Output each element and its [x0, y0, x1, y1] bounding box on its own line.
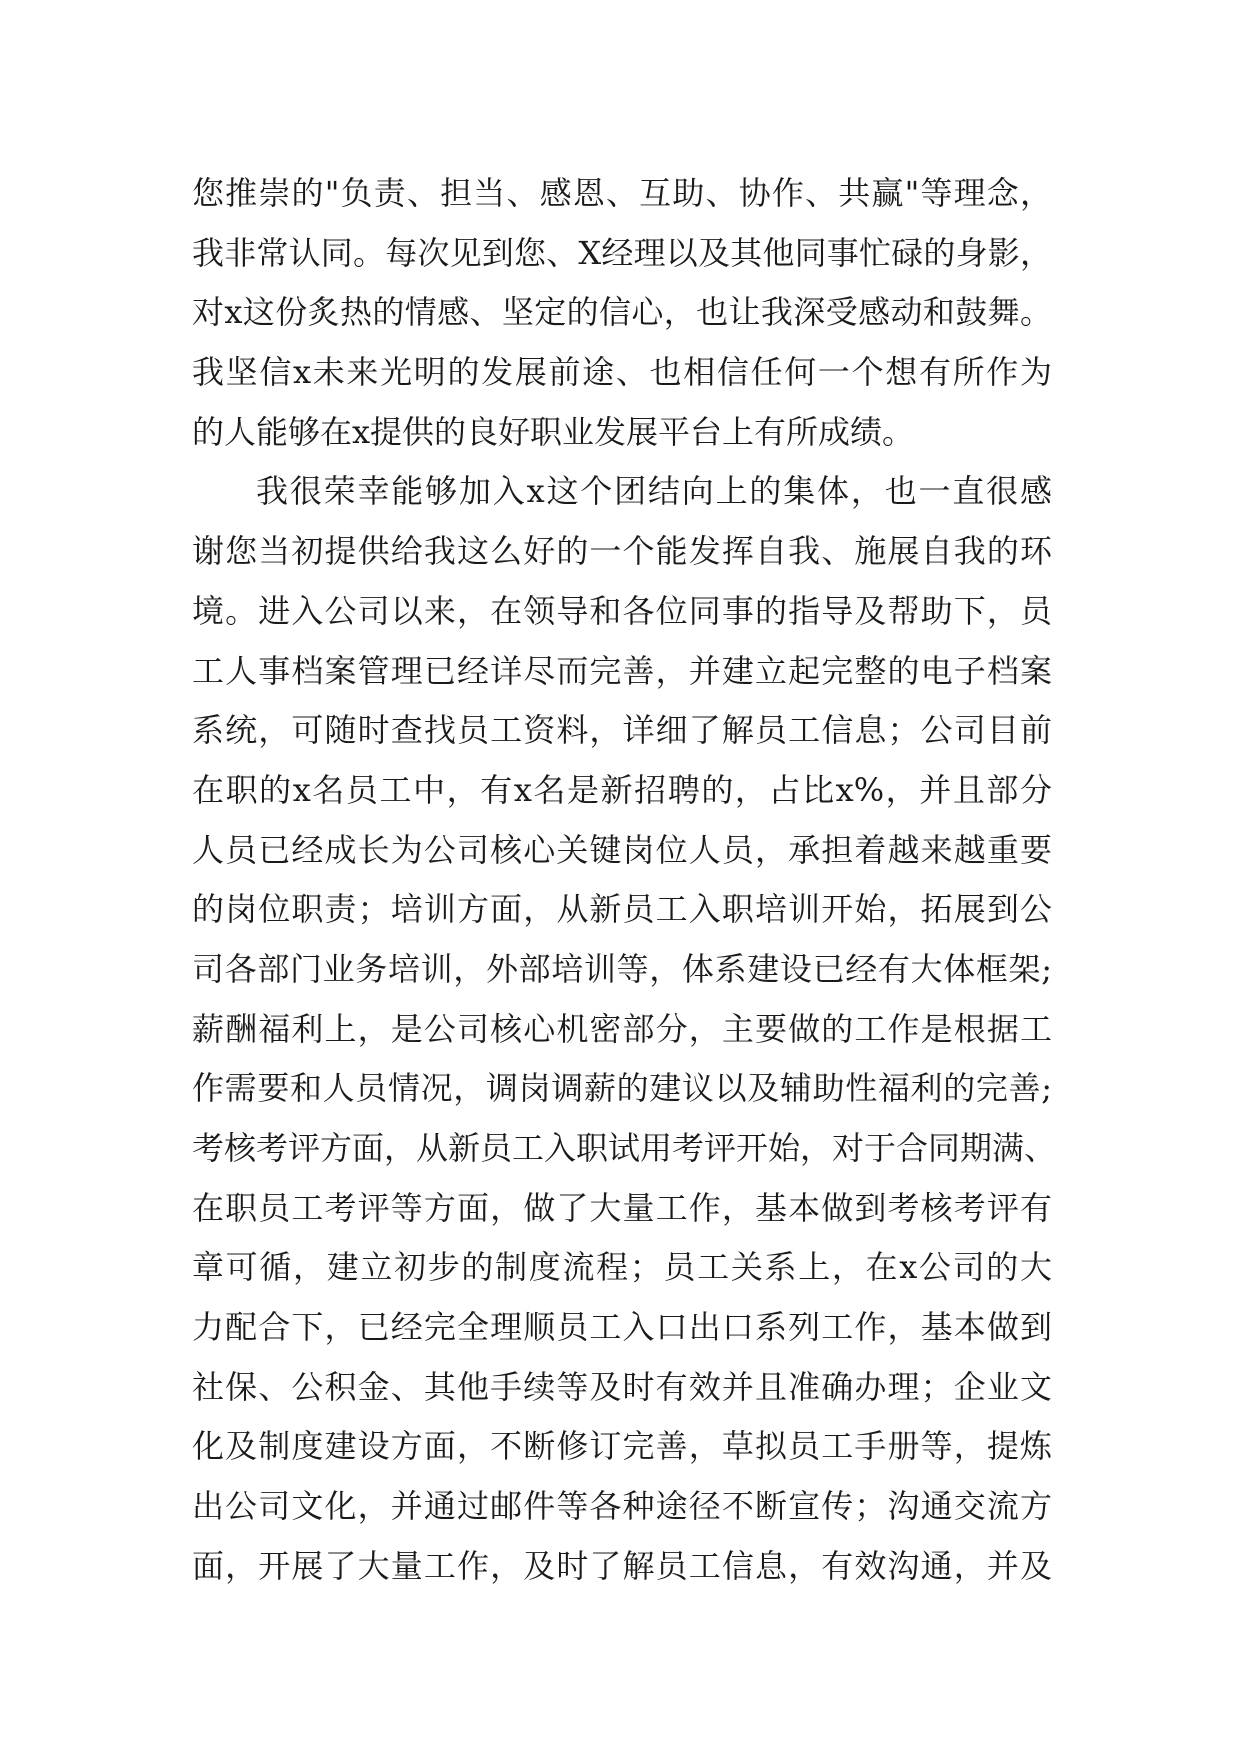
text-line: 考核考评方面，从新员工入职试用考评开始，对于合同期满、	[192, 1129, 1057, 1167]
text-line: 我很荣幸能够加入x这个团结向上的集体，也一直很感	[256, 472, 1052, 511]
text-line: 我坚信x未来光明的发展前途、也相信任何一个想有所作为	[192, 353, 1052, 392]
text-line: 您推崇的"负责、担当、感恩、互助、协作、共赢"等理念，	[192, 174, 1052, 212]
text-line: 我非常认同。每次见到您、X经理以及其他同事忙碌的身影，	[192, 233, 1052, 272]
text-line: 在职员工考评等方面，做了大量工作，基本做到考核考评有	[192, 1188, 1052, 1227]
text-line: 系统，可随时查找员工资料，详细了解员工信息；公司目前	[192, 711, 1052, 750]
text-line: 出公司文化，并通过邮件等各种途径不断宣传；沟通交流方	[192, 1487, 1052, 1526]
text-line: 对x这份炙热的情感、坚定的信心，也让我深受感动和鼓舞。	[192, 293, 1052, 332]
text-line: 化及制度建设方面，不断修订完善，草拟员工手册等，提炼	[192, 1427, 1052, 1466]
text-line: 力配合下，已经完全理顺员工入口出口系列工作，基本做到	[192, 1308, 1052, 1347]
text-line: 的人能够在x提供的良好职业发展平台上有所成绩。	[192, 412, 915, 451]
text-line: 作需要和人员情况，调岗调薪的建议以及辅助性福利的完善;	[192, 1069, 1052, 1108]
text-line: 境。进入公司以来，在领导和各位同事的指导及帮助下，员	[192, 591, 1052, 630]
text-line: 谢您当初提供给我这么好的一个能发挥自我、施展自我的环	[192, 532, 1052, 571]
text-line: 司各部门业务培训，外部培训等，体系建设已经有大体框架;	[192, 949, 1052, 988]
text-line: 的岗位职责；培训方面，从新员工入职培训开始，拓展到公	[192, 890, 1052, 929]
text-line: 章可循，建立初步的制度流程；员工关系上，在x公司的大	[192, 1248, 1052, 1287]
text-line: 面，开展了大量工作，及时了解员工信息，有效沟通，并及	[192, 1546, 1052, 1585]
text-line: 薪酬福利上，是公司核心机密部分，主要做的工作是根据工	[192, 1009, 1052, 1048]
text-line: 社保、公积金、其他手续等及时有效并且准确办理；企业文	[192, 1367, 1052, 1406]
text-line: 工人事档案管理已经详尽而完善，并建立起完整的电子档案	[192, 651, 1052, 690]
text-line: 在职的x名员工中，有x名是新招聘的，占比x%，并且部分	[192, 770, 1052, 809]
text-line: 人员已经成长为公司核心关键岗位人员，承担着越来越重要	[192, 830, 1052, 869]
body-text	[192, 164, 1057, 1597]
